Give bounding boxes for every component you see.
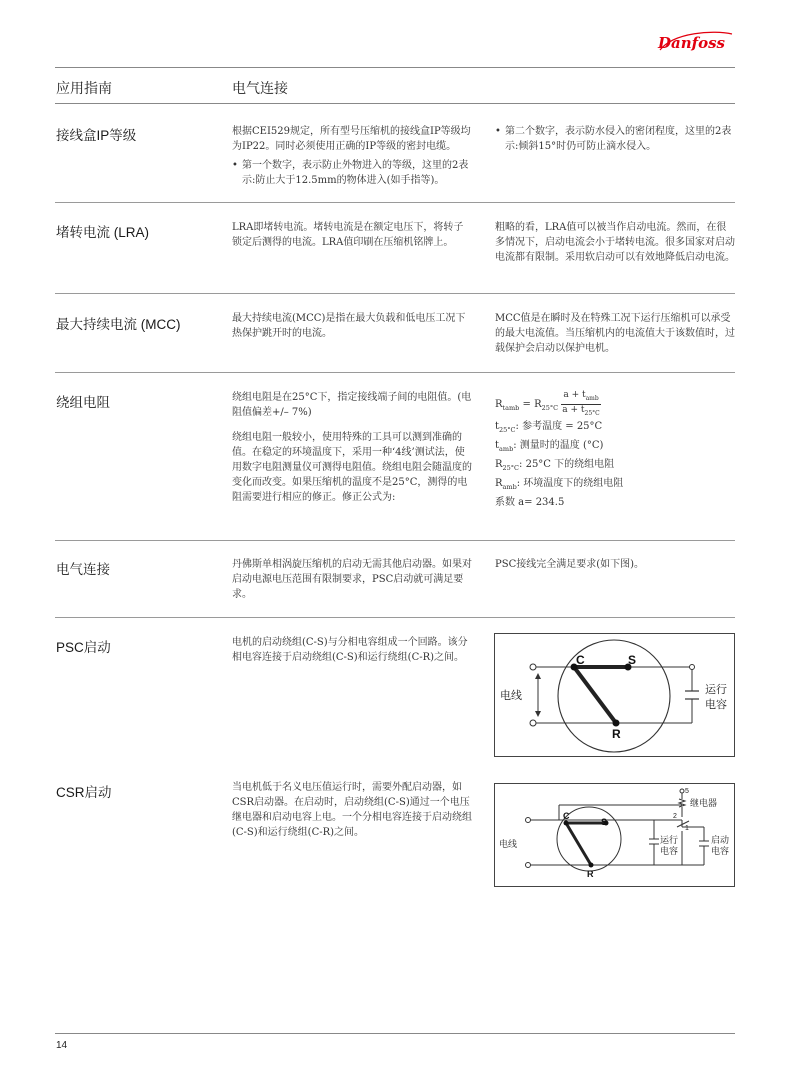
formula-def-2: $t_{amb}$: 测量时的温度 (°C) — [495, 439, 604, 453]
divider-1 — [55, 202, 735, 203]
ip-bullet-2: • 第二个数字，表示防水侵入的密闭程度，这里的2表示:倾斜15°时仍可防止滴水侵入。 — [495, 124, 735, 154]
footer-rule — [55, 1033, 735, 1034]
csr-label-startcap-2: 电容 — [711, 847, 730, 857]
header-right: 电气连接 — [232, 80, 288, 96]
csr-label-startcap-1: 启动 — [711, 836, 730, 846]
psc-label-c: C — [576, 653, 585, 667]
csr-label-relay: 继电器 — [690, 799, 718, 809]
psc-label-cap-2: 电容 — [705, 698, 727, 711]
psc-label-line: 电线 — [500, 689, 522, 702]
danfoss-logo — [654, 28, 736, 56]
csr-col1: 当电机低于名义电压值运行时，需要外配启动器，如CSR启动器。在启动时，启动绕组(C-S)通过一个电压继电器和启动电容上电。一个分相电容连接于启动绕组(C-S)和运行绕组(C-R)之间。 — [232, 782, 472, 838]
csr-relay-num-1: 1 — [685, 825, 689, 832]
electrical-col1: 丹佛斯单相涡旋压缩机的启动无需其他启动器。如果对启动电源电压范围有限制要求，PSC启动就可满足要求。 — [232, 559, 472, 600]
electrical-col2: PSC接线完全满足要求(如下图)。 — [495, 559, 645, 570]
header-bottom-rule — [55, 103, 735, 104]
psc-label-cap-1: 运行 — [705, 683, 727, 696]
logo-text: Danfoss — [658, 34, 725, 52]
ip-col2 — [495, 124, 735, 154]
header-left: 应用指南 — [56, 80, 112, 96]
psc-winding-cr — [574, 667, 616, 723]
winding-formula-block — [495, 390, 735, 510]
formula-def-1: $t_{25^\circ C}$: 参考温度 = 25°C — [495, 420, 603, 434]
csr-wiring-diagram — [494, 783, 735, 887]
lra-col2: 粗略的看，LRA值可以被当作启动电流。然而，在很多情况下，启动电流会小于堵转电流。很多国家对启动电流都有限制。采用软启动可以有效地降低启动电流。 — [495, 222, 735, 263]
csr-relay-num-2: 2 — [673, 813, 677, 820]
winding-formula: $R_{tamb} = R_{25^\circ C}$ $\frac{a + t_{amb}}{a + t_{25^\circ C}}$ — [495, 390, 600, 417]
formula-fraction: $\frac{a + t_{amb}}{a + t_{25^\circ C}}$ — [562, 390, 600, 417]
csr-label-runcap-2: 电容 — [660, 847, 679, 857]
winding-paragraph-1: 绕组电阻是在25°C下，指定接线端子间的电阻值。(电阻值偏差+/– 7%) — [232, 392, 472, 418]
section-title-csr: CSR启动 — [56, 785, 112, 800]
psc-label-r: R — [612, 727, 621, 741]
csr-label-r: R — [587, 869, 594, 879]
formula-def-4: $R_{amb}$: 环境温度下的绕组电阻 — [495, 477, 624, 491]
psc-terminal-bottom — [530, 720, 536, 726]
section-title-winding: 绕组电阻 — [56, 395, 110, 410]
winding-paragraph-2: 绕组电阻一般较小，使用特殊的工具可以测到准确的值。在稳定的环境温度下，采用一种‘4线’测试法，使用数字电阻测量仪可测得电阻值。绕组电阻会随温度的变化而改变。如果压缩机的温度不是25°C，测得的电阻需要进行相应的修正。修正公式为: — [232, 432, 472, 503]
lra-col1: LRA即堵转电流。堵转电流是在额定电压下，将转子锁定后测得的电流。LRA值印刷在压缩机铭牌上。 — [232, 222, 464, 248]
section-title-electrical: 电气连接 — [56, 562, 110, 577]
divider-4 — [55, 540, 735, 541]
section-title-psc: PSC启动 — [56, 640, 111, 655]
section-title-ip: 接线盒IP等级 — [56, 128, 137, 143]
mcc-col2: MCC值是在瞬时及在特殊工况下运行压缩机可以承受的最大电流值。当压缩机内的电流值大于该数值时，过载保护会启动以保护电机。 — [495, 313, 735, 354]
csr-label-runcap-1: 运行 — [660, 836, 679, 846]
psc-terminal-top — [530, 664, 536, 670]
section-title-lra: 堵转电流 (LRA) — [56, 225, 150, 240]
section-title-mcc: 最大持续电流 (MCC) — [56, 317, 181, 332]
formula-def-5: 系数 a= 234.5 — [495, 496, 565, 508]
csr-label-s: S — [601, 817, 608, 827]
formula-def-3: $R_{25^\circ C}$: 25°C 下的绕组电阻 — [495, 458, 615, 472]
winding-col1 — [232, 390, 472, 505]
psc-wiring-diagram — [494, 633, 735, 757]
header-top-rule — [55, 67, 735, 68]
mcc-col1: 最大持续电流(MCC)是指在最大负载和低电压工况下热保护跳开时的电流。 — [232, 313, 466, 339]
csr-relay-num-5: 5 — [685, 788, 689, 795]
ip-col1 — [232, 124, 472, 188]
page-number: 14 — [56, 1040, 68, 1051]
divider-5 — [55, 617, 735, 618]
csr-winding-cr — [566, 823, 591, 865]
divider-3 — [55, 372, 735, 373]
psc-label-s: S — [628, 653, 637, 667]
ip-bullet-1: • 第一个数字，表示防止外物进入的等级，这里的2表示:防止大于12.5mm的物体进入(如手指等)。 — [232, 158, 472, 188]
csr-label-line: 电线 — [499, 840, 518, 850]
divider-2 — [55, 293, 735, 294]
ip-paragraph: 根据CEI529规定，所有型号压缩机的接线盒IP等级均为IP22。同时必须使用正确的IP等级的密封电缆。 — [232, 126, 471, 152]
csr-label-c: C — [563, 811, 570, 821]
psc-col1: 电机的启动绕组(C-S)与分相电容组成一个回路。该分相电容连接于启动绕组(C-S)和运行绕组(C-R)之间。 — [232, 637, 468, 663]
